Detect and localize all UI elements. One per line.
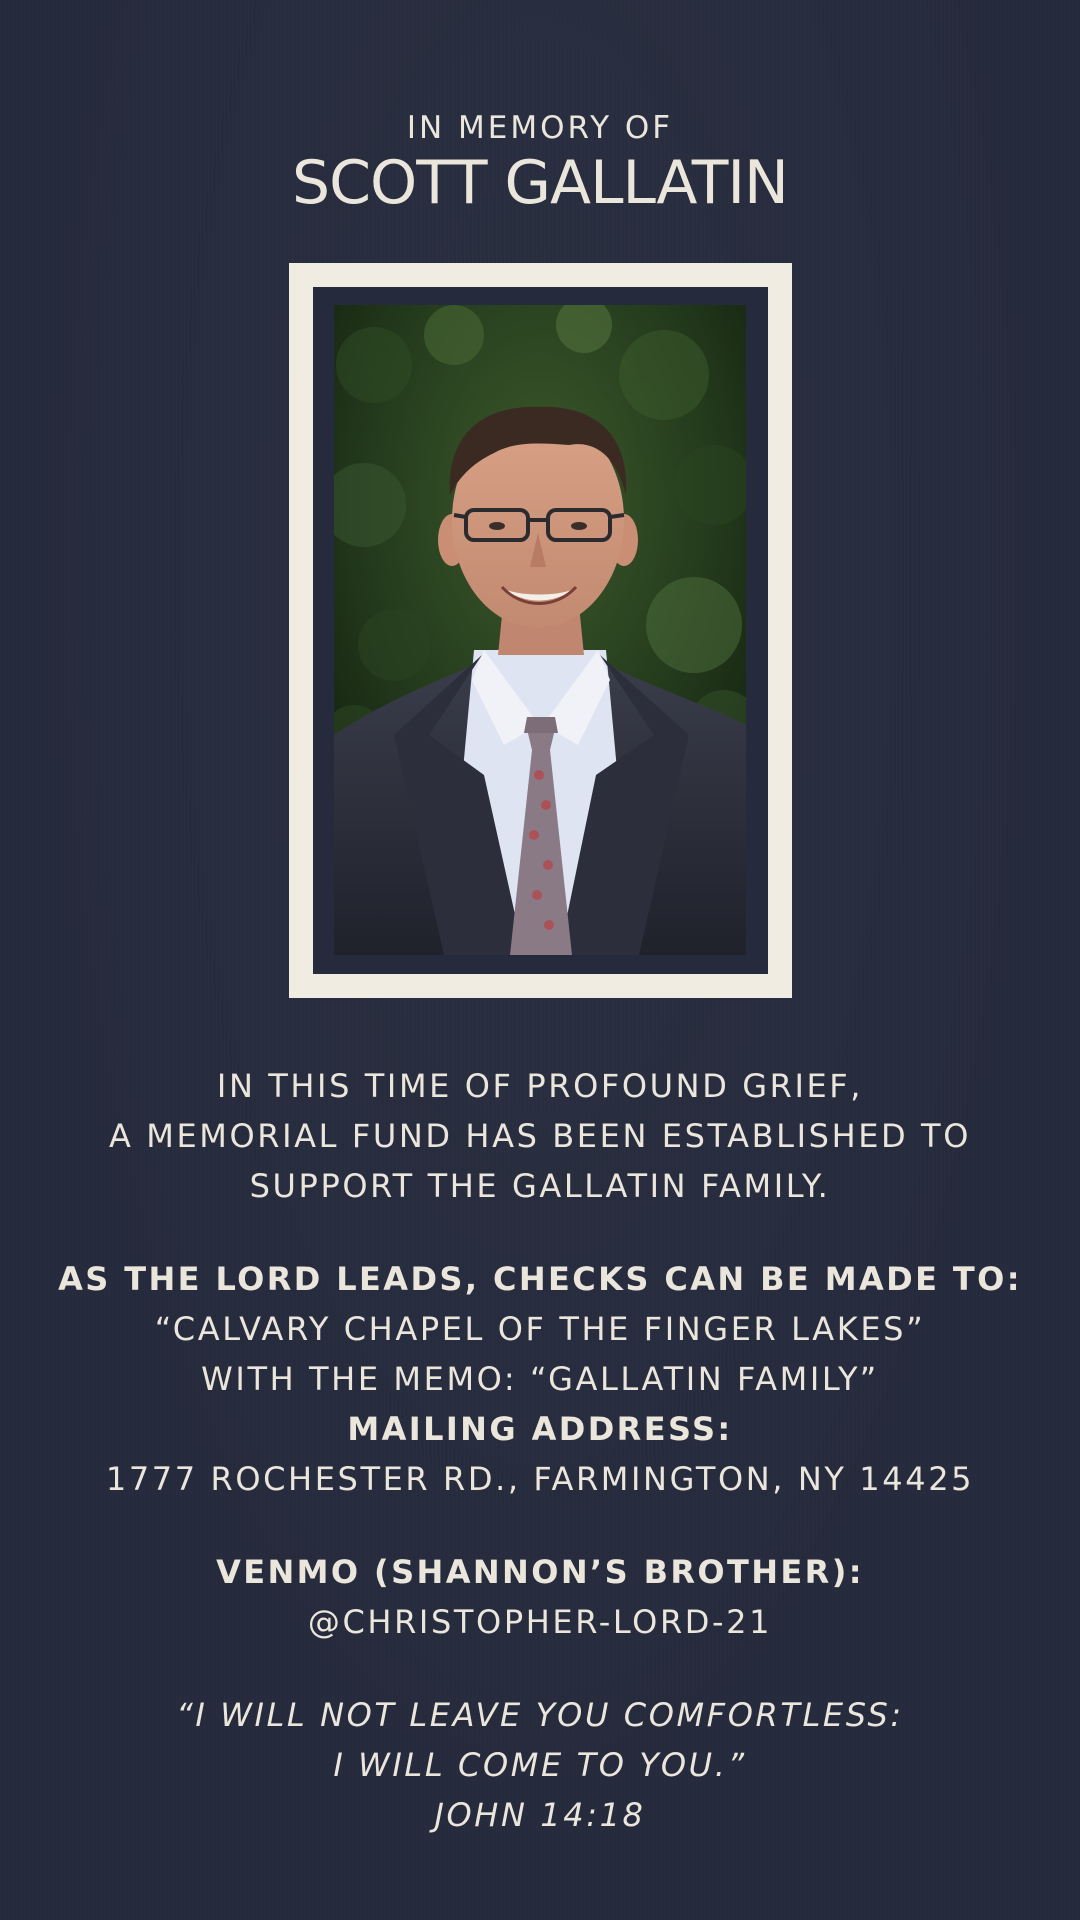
photo-frame	[289, 263, 792, 998]
verse-line-2: I WILL COME TO YOU.”	[333, 1746, 747, 1784]
verse-reference: JOHN 14:18	[434, 1796, 646, 1834]
checks-heading: AS THE LORD LEADS, CHECKS CAN BE MADE TO:	[58, 1260, 1022, 1298]
announcement-line-3: SUPPORT THE GALLATIN FAMILY.	[249, 1167, 831, 1205]
in-memory-of-label: IN MEMORY OF	[406, 110, 674, 146]
announcement-line-1: IN THIS TIME OF PROFOUND GRIEF,	[216, 1067, 864, 1105]
mailing-address-heading: MAILING ADDRESS:	[347, 1410, 733, 1448]
deceased-name: SCOTT GALLATIN	[292, 148, 788, 218]
portrait-illustration	[334, 305, 746, 955]
venmo-heading: VENMO (SHANNON’S BROTHER):	[216, 1553, 864, 1591]
verse-line-1: “I WILL NOT LEAVE YOU COMFORTLESS:	[176, 1696, 904, 1734]
venmo-handle: @CHRISTOPHER-LORD-21	[307, 1603, 773, 1641]
checks-memo: WITH THE MEMO: “GALLATIN FAMILY”	[201, 1360, 879, 1398]
checks-payee: “CALVARY CHAPEL OF THE FINGER LAKES”	[154, 1310, 926, 1348]
announcement-line-2: A MEMORIAL FUND HAS BEEN ESTABLISHED TO	[108, 1117, 971, 1155]
portrait-photo	[334, 305, 746, 955]
mailing-address: 1777 ROCHESTER RD., FARMINGTON, NY 14425	[105, 1460, 975, 1498]
